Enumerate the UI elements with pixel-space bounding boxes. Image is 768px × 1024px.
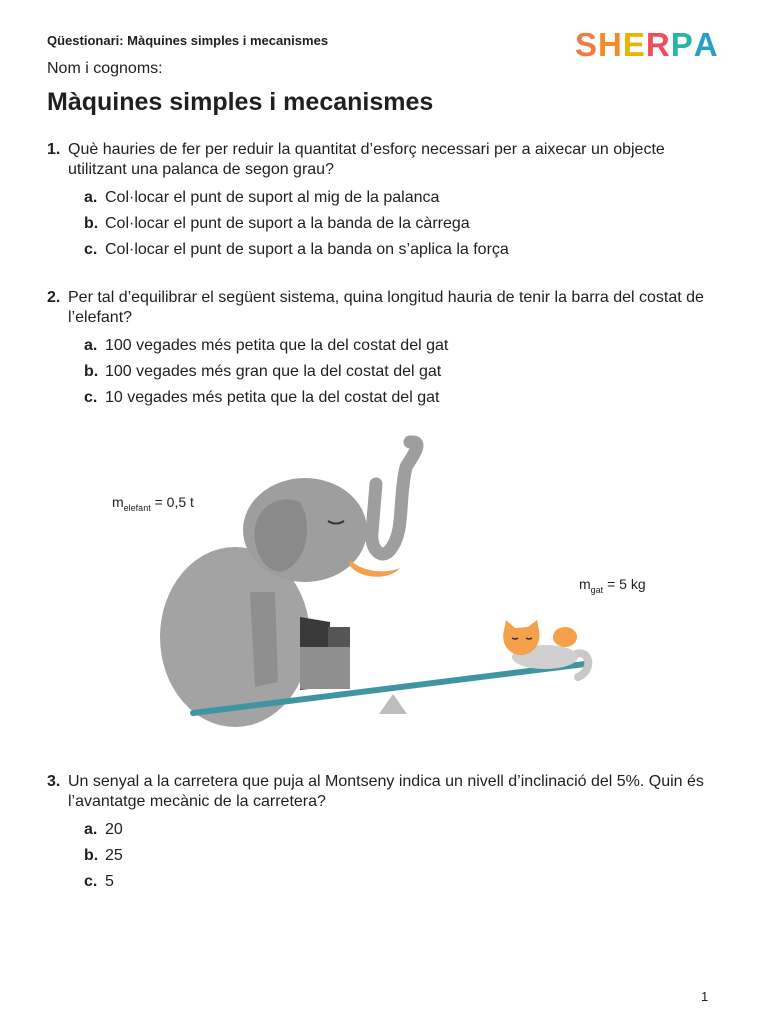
fulcrum-icon: [379, 694, 407, 714]
option-letter: c.: [84, 873, 98, 890]
document-header-title: Qüestionari: Màquines simples i mecanismes: [47, 33, 329, 48]
logo-letter: A: [693, 26, 719, 63]
answer-option-c[interactable]: [84, 385, 727, 411]
logo-letter: S: [575, 26, 599, 63]
name-field-label: Nom i cognoms:: [47, 60, 163, 77]
lever-drawing: [100, 432, 700, 732]
answer-option-b[interactable]: [84, 359, 727, 385]
option-letter: c.: [84, 241, 98, 258]
question-text: Què hauries de fer per reduir la quantitat d’esforç necessari per a aixecar un objecte utilitzant una palanca de segon grau?: [68, 141, 665, 178]
answer-option-c[interactable]: [84, 237, 727, 263]
option-letter: b.: [84, 363, 99, 380]
answer-option-a[interactable]: [84, 185, 727, 211]
answer-option-c[interactable]: [84, 869, 727, 895]
sherpa-logo: [575, 26, 719, 64]
option-text: 100 vegades més gran que la del costat del gat: [105, 363, 442, 380]
cat-mass-label: $m_{gat} = 5$ kg: [579, 576, 646, 595]
option-text: Col·locar el punt de suport a la banda de la càrrega: [105, 215, 470, 232]
elephant-mass-label: $m_{elefant} = 0,5$ t: [112, 494, 194, 513]
answer-option-b[interactable]: [84, 211, 727, 237]
option-text: Col·locar el punt de suport al mig de la palanca: [105, 189, 440, 206]
option-text: 20: [105, 821, 123, 838]
elephant-icon: [160, 442, 417, 727]
lever-illustration: [100, 432, 700, 732]
logo-letter: E: [622, 26, 646, 63]
question-number: 3.: [47, 773, 61, 790]
option-text: 5: [105, 873, 114, 890]
page-number: 1: [701, 989, 709, 1004]
page-title: Màquines simples i mecanismes: [47, 88, 434, 116]
answer-options: [84, 185, 727, 263]
option-letter: b.: [84, 847, 99, 864]
option-letter: c.: [84, 389, 98, 406]
question-2: [47, 288, 727, 411]
option-letter: b.: [84, 215, 99, 232]
option-text: 10 vegades més petita que la del costat del gat: [105, 389, 440, 406]
answer-option-a[interactable]: [84, 333, 727, 359]
question-number: 2.: [47, 289, 61, 306]
question-text: Un senyal a la carretera que puja al Montseny indica un nivell d’inclinació del 5%. Quin és l’avantatge mecànic de la carretera?: [68, 773, 704, 810]
question-text: Per tal d’equilibrar el següent sistema, quina longitud hauria de tenir la barra del costat de l’elefant?: [68, 289, 704, 326]
option-text: 25: [105, 847, 123, 864]
logo-letter: P: [670, 26, 694, 63]
answer-options: [84, 333, 727, 411]
question-1: [47, 140, 727, 263]
option-text: 100 vegades més petita que la del costat del gat: [105, 337, 449, 354]
answer-option-a[interactable]: [84, 817, 727, 843]
answer-options: [84, 817, 727, 895]
question-number: 1.: [47, 141, 61, 158]
logo-letter: R: [645, 26, 671, 63]
option-letter: a.: [84, 189, 98, 206]
question-3: [47, 772, 727, 895]
cat-icon: [503, 620, 588, 677]
option-letter: a.: [84, 337, 98, 354]
answer-option-b[interactable]: [84, 843, 727, 869]
logo-letter: H: [598, 26, 623, 63]
option-letter: a.: [84, 821, 98, 838]
option-text: Col·locar el punt de suport a la banda on s’aplica la força: [105, 241, 509, 258]
